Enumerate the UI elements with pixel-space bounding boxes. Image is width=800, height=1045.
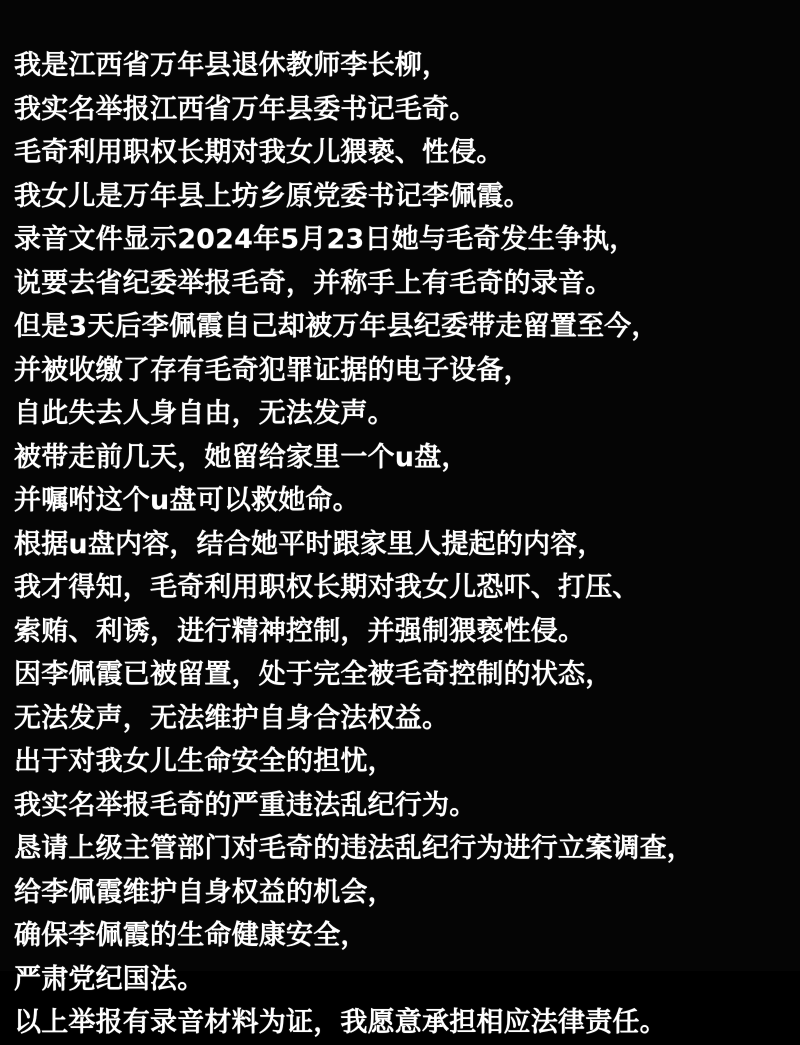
statement-line: 我是江西省万年县退休教师李长柳， [14, 50, 450, 81]
statement-line: 我女儿是万年县上坊乡原党委书记李佩霞。 [14, 180, 531, 212]
statement-text-block [10, 44, 790, 1045]
statement-line: 恳请上级主管部门对毛奇的违法乱纪行为进行立案调查， [14, 833, 694, 864]
statement-line: 自此失去人身自由，无法发声。 [14, 398, 395, 429]
statement-line: 给李佩霞维护自身权益的机会， [14, 876, 395, 908]
statement-line: 我实名举报毛奇的严重违法乱纪行为。 [14, 789, 477, 821]
statement-line: 毛奇利用职权长期对我女儿猥亵、性侵。 [14, 137, 504, 168]
statement-line: 我实名举报江西省万年县委书记毛奇。 [14, 93, 477, 125]
statement-line: 以上举报有录音材料为证，我愿意承担相应法律责任。 [14, 1007, 667, 1038]
statement-line: 并被收缴了存有毛奇犯罪证据的电子设备， [14, 354, 531, 386]
statement-line: 根据u盘内容，结合她平时跟家里人提起的内容， [14, 528, 605, 560]
statement-line: 因李佩霞已被留置，处于完全被毛奇控制的状态， [14, 659, 613, 690]
statement-line: 录音文件显示2024年5月23日她与毛奇发生争执， [14, 224, 637, 255]
statement-line: 被带走前几天，她留给家里一个u盘， [14, 441, 469, 473]
statement-line: 严肃党纪国法。 [14, 963, 205, 995]
statement-line: 说要去省纪委举报毛奇，并称手上有毛奇的录音。 [14, 267, 613, 299]
statement-line: 索贿、利诱，进行精神控制，并强制猥亵性侵。 [14, 615, 586, 647]
statement-line: 出于对我女儿生命安全的担忧， [14, 746, 395, 777]
statement-line: 确保李佩霞的生命健康安全， [14, 920, 368, 951]
statement-line: 但是3天后李佩霞自己却被万年县纪委带走留置至今， [14, 311, 659, 342]
statement-line: 我才得知，毛奇利用职权长期对我女儿恐吓、打压、 [14, 572, 640, 603]
statement-line: 并嘱咐这个u盘可以救她命。 [14, 485, 360, 516]
statement-line: 无法发声，无法维护自身合法权益。 [14, 702, 450, 734]
